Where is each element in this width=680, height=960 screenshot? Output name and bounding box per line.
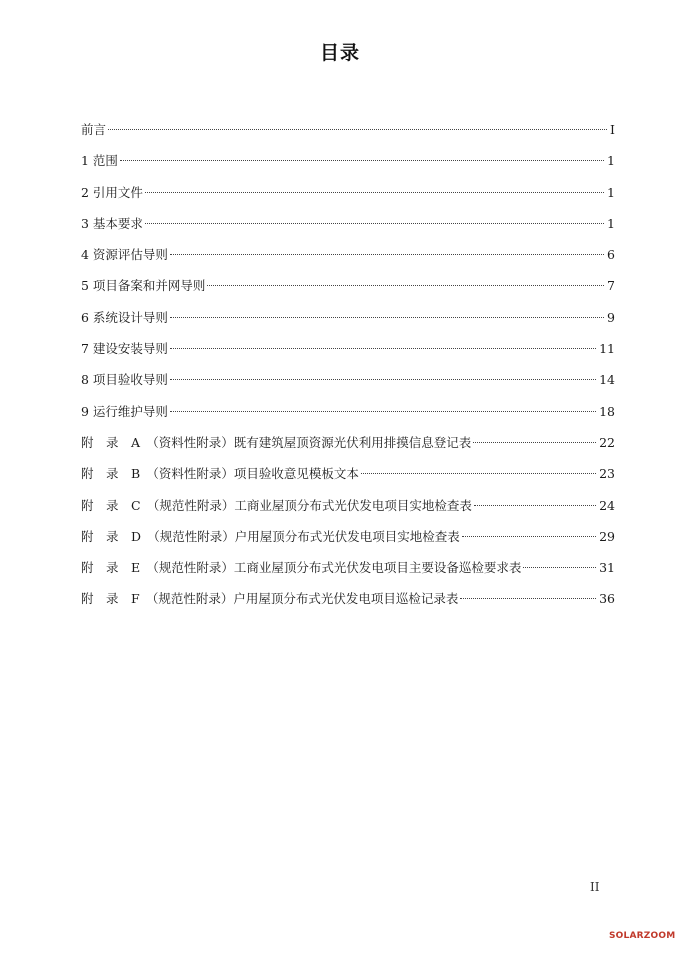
toc-entry-4[interactable]	[81, 243, 615, 274]
dot-leader	[120, 160, 604, 161]
page-number: II	[590, 880, 600, 894]
dot-leader	[361, 473, 596, 474]
toc-entry-page: 6	[607, 247, 615, 263]
dot-leader	[145, 192, 604, 193]
dot-leader	[170, 348, 596, 349]
dot-leader	[462, 536, 596, 537]
toc-entry-6[interactable]	[81, 306, 615, 337]
dot-leader	[474, 505, 596, 506]
toc-entry-label: 6 系统设计导则	[81, 309, 168, 325]
toc-entry-label: 3 基本要求	[81, 215, 143, 231]
dot-leader	[170, 317, 604, 318]
toc-entry-page: 24	[599, 497, 615, 513]
toc-entry-page: 22	[599, 434, 615, 450]
watermark-logo: SOLARZOOM	[609, 931, 676, 941]
dot-leader	[460, 598, 596, 599]
toc-entry-label: 1 范围	[81, 153, 118, 169]
table-of-contents	[81, 118, 615, 619]
toc-entry-label: 7 建设安装导则	[81, 341, 168, 357]
toc-entry-7[interactable]	[81, 337, 615, 368]
dot-leader	[473, 442, 596, 443]
toc-entry-label: 附 录 B （资料性附录）项目验收意见模板文本	[81, 466, 359, 482]
toc-entry-page: 1	[607, 215, 615, 231]
toc-entry-1[interactable]	[81, 149, 615, 180]
toc-entry-label: 2 引用文件	[81, 184, 143, 200]
dot-leader	[145, 223, 604, 224]
toc-entry-page: I	[610, 122, 615, 137]
toc-entry-label: 附 录 D （规范性附录）户用屋顶分布式光伏发电项目实地检查表	[81, 528, 460, 544]
toc-entry-page: 11	[599, 341, 615, 357]
toc-entry-8[interactable]	[81, 368, 615, 399]
dot-leader	[207, 285, 604, 286]
toc-entry-label: 附 录 A （资料性附录）既有建筑屋顶资源光伏利用排摸信息登记表	[81, 434, 472, 450]
toc-entry-appendix-b[interactable]	[81, 462, 615, 493]
toc-entry-label: 9 运行维护导则	[81, 403, 168, 419]
toc-entry-appendix-d[interactable]	[81, 525, 615, 556]
toc-entry-2[interactable]	[81, 181, 615, 212]
page-title: 目录	[319, 42, 360, 64]
toc-entry-page: 1	[607, 184, 615, 200]
dot-leader	[523, 567, 596, 568]
toc-entry-preface[interactable]	[81, 118, 615, 149]
toc-entry-page: 36	[599, 591, 615, 607]
toc-entry-page: 23	[599, 466, 615, 482]
dot-leader	[170, 379, 596, 380]
toc-entry-label: 附 录 E （规范性附录）工商业屋顶分布式光伏发电项目主要设备巡检要求表	[81, 560, 522, 576]
toc-entry-appendix-e[interactable]	[81, 556, 615, 587]
toc-entry-label: 5 项目备案和并网导则	[81, 278, 206, 294]
dot-leader	[108, 129, 607, 130]
toc-entry-appendix-a[interactable]	[81, 431, 615, 462]
toc-entry-page: 7	[607, 278, 615, 294]
toc-entry-appendix-f[interactable]	[81, 587, 615, 618]
toc-entry-appendix-c[interactable]	[81, 494, 615, 525]
toc-entry-label: 附 录 C （规范性附录）工商业屋顶分布式光伏发电项目实地检查表	[81, 497, 472, 513]
toc-entry-3[interactable]	[81, 212, 615, 243]
toc-entry-5[interactable]	[81, 274, 615, 305]
toc-entry-page: 29	[599, 528, 615, 544]
toc-entry-label: 附 录 F （规范性附录）户用屋顶分布式光伏发电项目巡检记录表	[81, 591, 459, 607]
dot-leader	[170, 411, 596, 412]
toc-entry-page: 31	[599, 560, 615, 576]
toc-entry-label: 前言	[81, 122, 107, 137]
toc-entry-label: 4 资源评估导则	[81, 247, 168, 263]
toc-entry-9[interactable]	[81, 400, 615, 431]
toc-entry-page: 1	[607, 153, 615, 169]
toc-entry-page: 9	[607, 309, 615, 325]
toc-entry-label: 8 项目验收导则	[81, 372, 168, 388]
toc-entry-page: 18	[599, 403, 615, 419]
toc-entry-page: 14	[599, 372, 615, 388]
dot-leader	[170, 254, 604, 255]
